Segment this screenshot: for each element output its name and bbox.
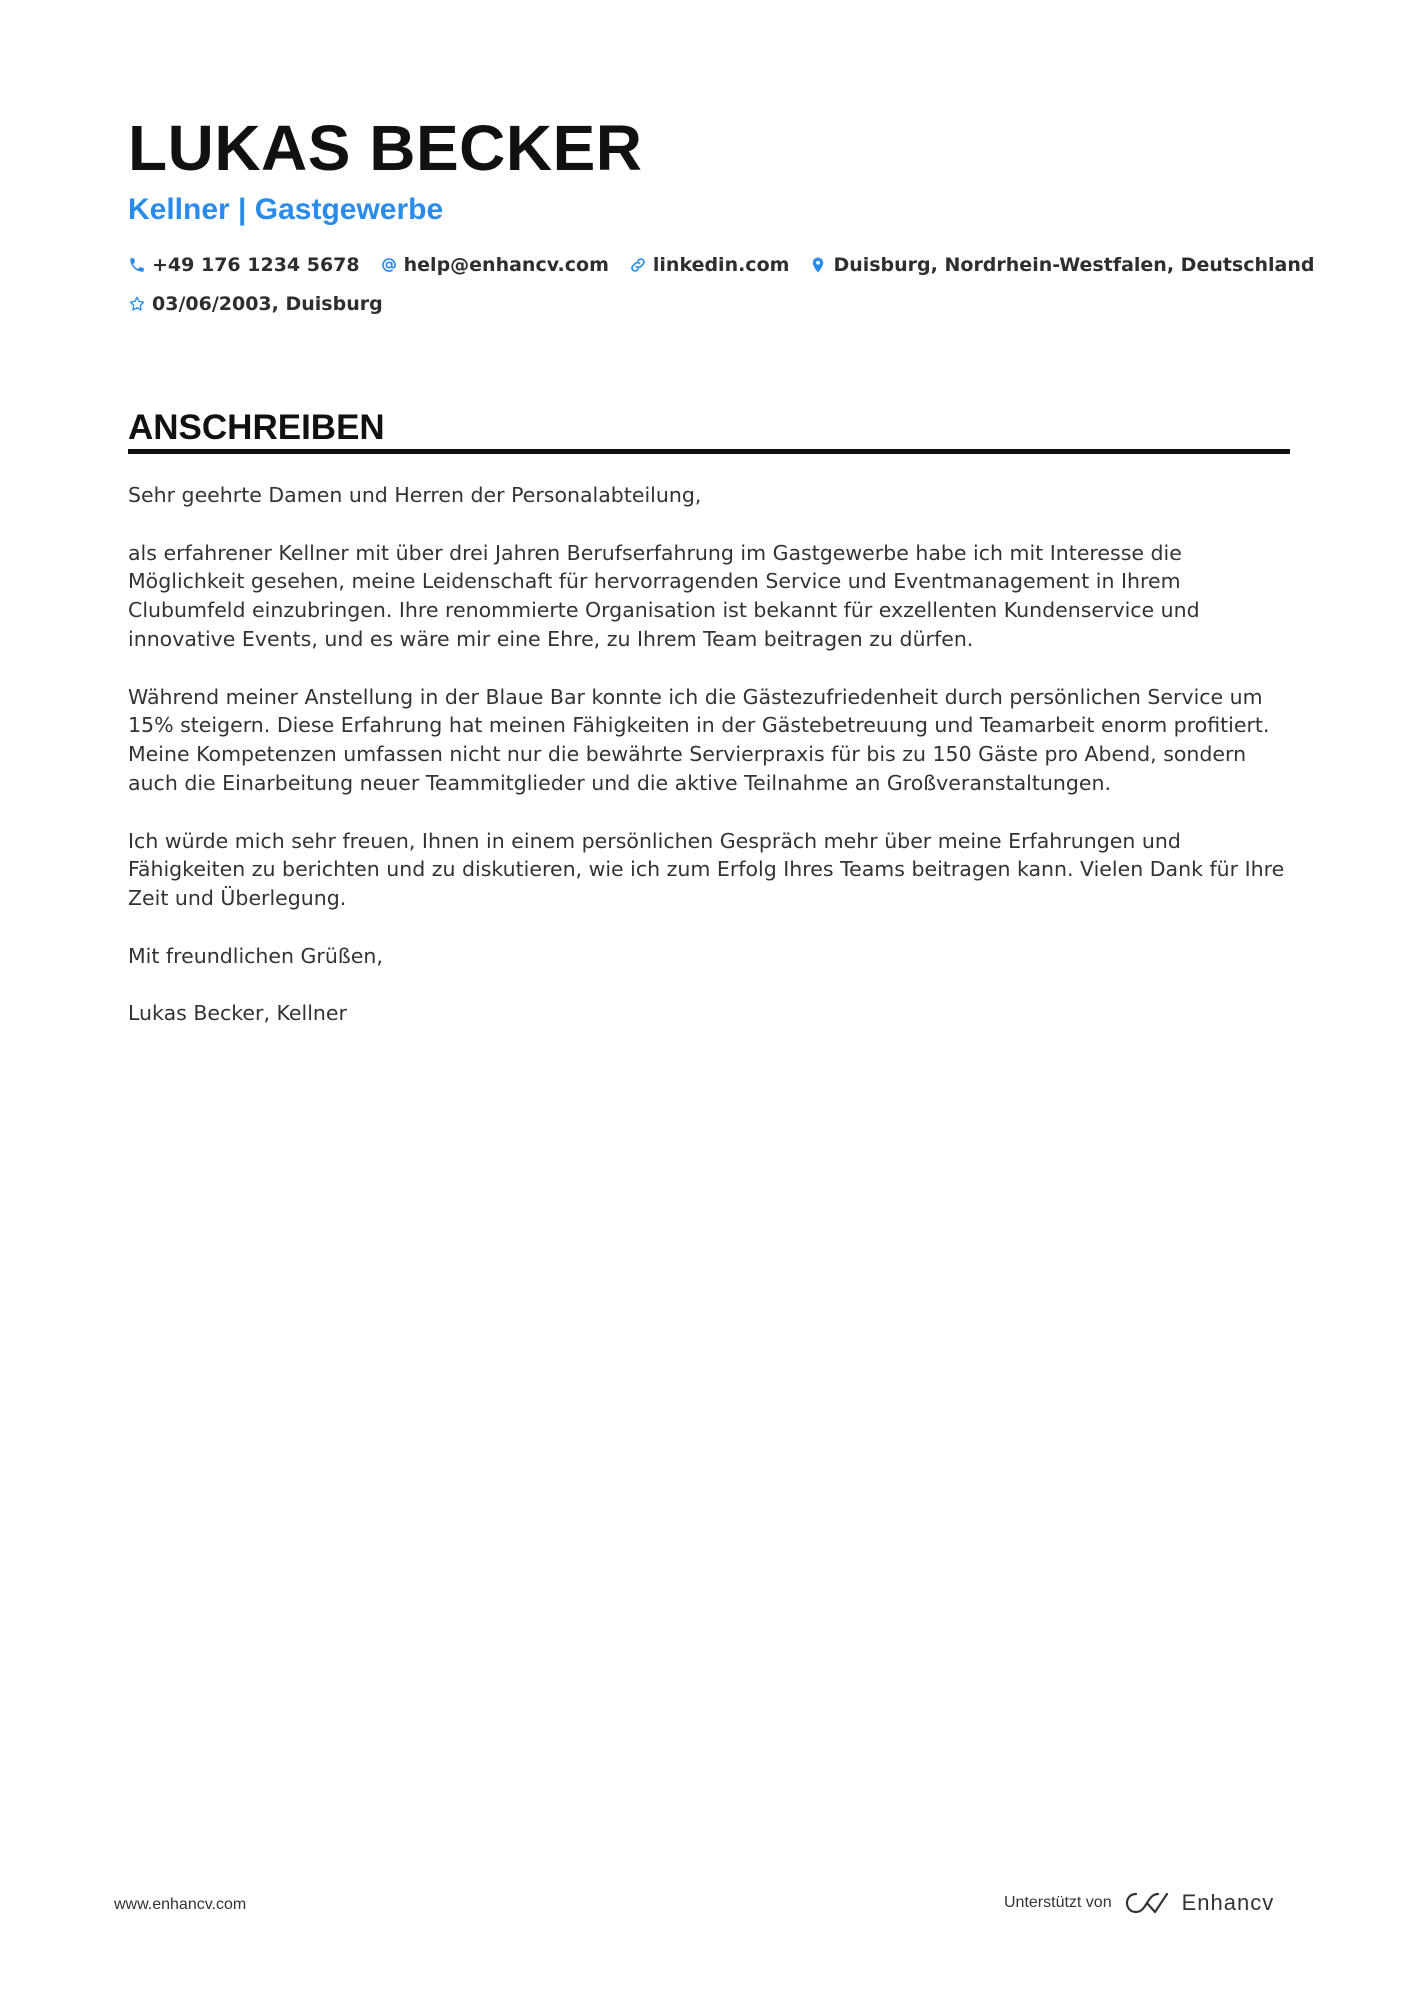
contact-row-2 bbox=[128, 293, 403, 315]
contact-email bbox=[380, 254, 609, 276]
at-icon bbox=[380, 256, 398, 274]
enhancv-logo-icon bbox=[1124, 1890, 1170, 1916]
phone-icon bbox=[128, 256, 146, 274]
letter-paragraph: Während meiner Anstellung in der Blaue Bar konnte ich die Gästezufriedenheit durch persönlichen Service um 15% steigern. Diese Erfahrung hat meinen Fähigkeiten in der Gästebetreuung und Teamarbeit enorm profitiert. Meine Kompetenzen umfassen nicht nur die bewährte Servierpraxis für bis zu 150 Gäste pro Abend, sondern auch die Einarbeitung neuer Teammitglieder und die aktive Teilnahme an Großveranstaltungen. bbox=[128, 684, 1270, 795]
contact-phone bbox=[128, 254, 360, 276]
letter-salutation: Sehr geehrte Damen und Herren der Personalabteilung, bbox=[128, 483, 702, 507]
letter-signature: Lukas Becker, Kellner bbox=[128, 1001, 347, 1026]
footer-powered-by: Unterstützt von bbox=[1004, 1894, 1112, 1911]
footer-brand bbox=[1004, 1890, 1274, 1916]
contact-row bbox=[128, 254, 1335, 276]
candidate-name: LUKAS BECKER bbox=[128, 112, 643, 184]
section-title: ANSCHREIBEN bbox=[128, 408, 385, 447]
contact-email-text: help@enhancv.com bbox=[403, 254, 609, 276]
contact-birth-text: 03/06/2003, Duisburg bbox=[152, 293, 383, 315]
star-icon bbox=[128, 295, 146, 313]
contact-linkedin-text: linkedin.com bbox=[652, 254, 790, 276]
contact-location bbox=[809, 254, 1314, 276]
letter-paragraph: Ich würde mich sehr freuen, Ihnen in einem persönlichen Gespräch mehr über meine Erfahrungen und Fähigkeiten zu berichten und zu diskutieren, wie ich zum Erfolg Ihres Teams beitragen kann. Vielen Dank für Ihre Zeit und Überlegung. bbox=[128, 828, 1285, 911]
link-icon bbox=[629, 256, 647, 274]
candidate-headline: Kellner | Gastgewerbe bbox=[128, 193, 444, 226]
letter-body bbox=[128, 481, 1293, 1057]
contact-linkedin bbox=[629, 254, 790, 276]
footer-url[interactable]: www.enhancv.com bbox=[114, 1896, 247, 1913]
letter-paragraph: als erfahrener Kellner mit über drei Jahren Berufserfahrung im Gastgewerbe habe ich mit Interesse die Möglichkeit gesehen, meine Leidenschaft für hervorragenden Service und Eventmanagement in Ihrem Clubumfeld einzubringen. Ihre renommierte Organisation ist bekannt für exzellenten Kundenservice und innovative Events, und es wäre mir eine Ehre, zu Ihrem Team beitragen zu dürfen. bbox=[128, 540, 1200, 651]
contact-location-text: Duisburg, Nordrhein-Westfalen, Deutschland bbox=[833, 254, 1315, 276]
location-pin-icon bbox=[809, 256, 827, 274]
section-divider bbox=[128, 449, 1290, 454]
contact-birth bbox=[128, 293, 383, 315]
letter-closing: Mit freundlichen Grüßen, bbox=[128, 943, 383, 968]
contact-phone-text: +49 176 1234 5678 bbox=[152, 254, 360, 276]
footer-brand-name: Enhancv bbox=[1181, 1890, 1275, 1915]
